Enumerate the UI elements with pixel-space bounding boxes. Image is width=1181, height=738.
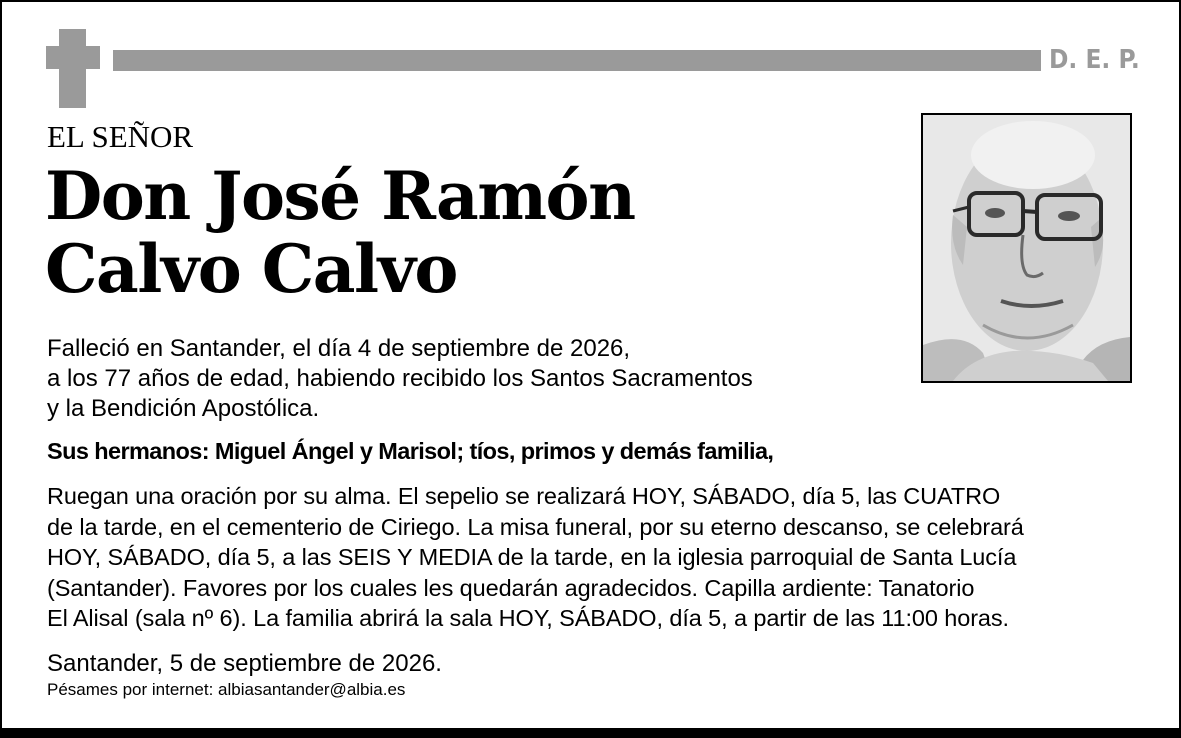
dep-label: D. E. P. — [1049, 45, 1140, 75]
place-date: Santander, 5 de septiembre de 2026. — [47, 650, 442, 677]
death-notice — [47, 334, 753, 424]
funeral-notice-line: HOY, SÁBADO, día 5, a las SEIS Y MEDIA de la tarde, en la iglesia parroquial de Santa Lucía — [47, 544, 1017, 570]
cross-icon-arm — [46, 46, 100, 69]
portrait-photo — [921, 113, 1132, 383]
funeral-notice-line: de la tarde, en el cementerio de Ciriego. La misa funeral, por su eterno descanso, se celebrará — [47, 513, 1024, 540]
header-rule — [113, 50, 1041, 71]
name-line-1: Don José Ramón — [45, 157, 635, 235]
funeral-notice-line: El Alisal (sala nº 6). La familia abrirá la sala HOY, SÁBADO, día 5, a partir de las 11:00 horas. — [47, 605, 1009, 631]
death-notice-line: Falleció en Santander, el día 4 de septiembre de 2026, — [47, 335, 631, 362]
funeral-notice-line: Ruegan una oración por su alma. El sepelio se realizará HOY, SÁBADO, día 5, las CUATRO — [47, 483, 1001, 509]
death-notice-line: a los 77 años de edad, habiendo recibido los Santos Sacramentos — [47, 365, 753, 392]
funeral-notice-line: (Santander). Favores por los cuales les quedarán agradecidos. Capilla ardiente: Tanatorio — [47, 574, 975, 601]
death-notice-line: y la Bendición Apostólica. — [47, 395, 320, 422]
condolences-email: Pésames por internet: albiasantander@albia.es — [47, 680, 406, 699]
funeral-notice — [47, 481, 1024, 634]
name-line-2: Calvo Calvo — [45, 230, 457, 308]
deceased-name — [45, 157, 635, 308]
family-mourners: Sus hermanos: Miguel Ángel y Marisol; tíos, primos y demás familia, — [47, 438, 774, 464]
honorific: EL SEÑOR — [47, 119, 194, 154]
